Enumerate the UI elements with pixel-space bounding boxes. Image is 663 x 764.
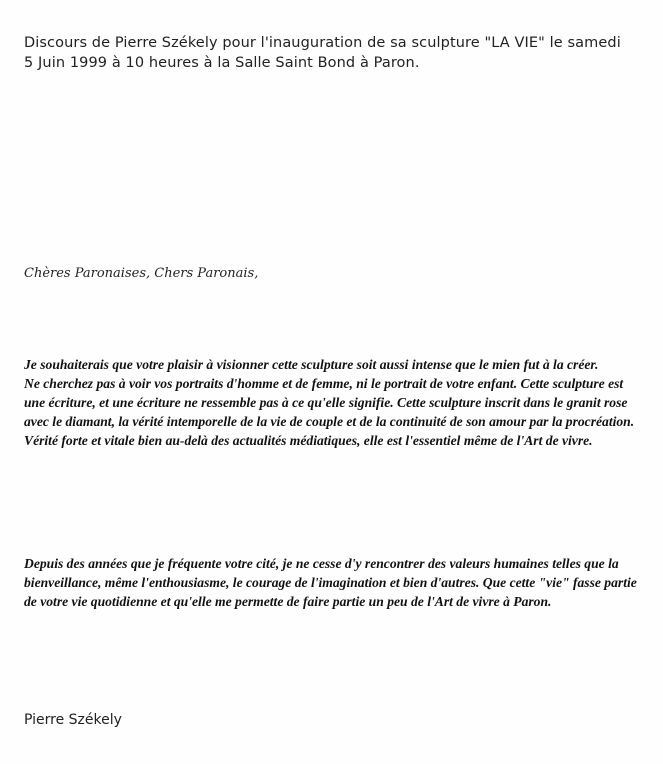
paragraph-2-text: Depuis des années que je fréquente votre cité, je ne cesse d'y rencontrer des valeurs humaines telles que la bienveillance, même l'enthousiasme, le courage de l'imagination et bien d'autres. Que cette "vie" fasse partie de votre vie quotidienne et qu'elle me permette de faire partie un peu de l'Art de vivre à Paron.: [24, 556, 637, 609]
speech-heading: Discours de Pierre Székely pour l'inauguration de sa sculpture "LA VIE" le samedi 5 Juin 1999 à 10 heures à la Salle Saint Bond à Paron.: [24, 35, 621, 71]
salutation: Chères Paronaises, Chers Paronais,: [24, 266, 259, 281]
signature: Pierre Székely: [24, 712, 122, 728]
paragraph-1-sentence-1: Je souhaiterais que votre plaisir à visionner cette sculpture soit aussi intense que le mien fut à la créer.: [24, 357, 599, 372]
paragraph-2: [24, 554, 644, 611]
paragraph-1-sentence-2: Ne cherchez pas à voir vos portraits d'homme et de femme, ni le portrait de votre enfant. Cette sculpture est une écriture, et une écriture ne ressemble pas à ce qu'elle signifie. Cette sculpture inscrit dans le granit rose avec le diamant, la vérité intemporelle de la vie de couple et de la continuité de son amour par la procréation. Vérité forte et vitale bien au-delà des actualités médiatiques, elle est l'essentiel même de l'Art de vivre.: [24, 376, 635, 448]
paragraph-1: [24, 355, 644, 450]
